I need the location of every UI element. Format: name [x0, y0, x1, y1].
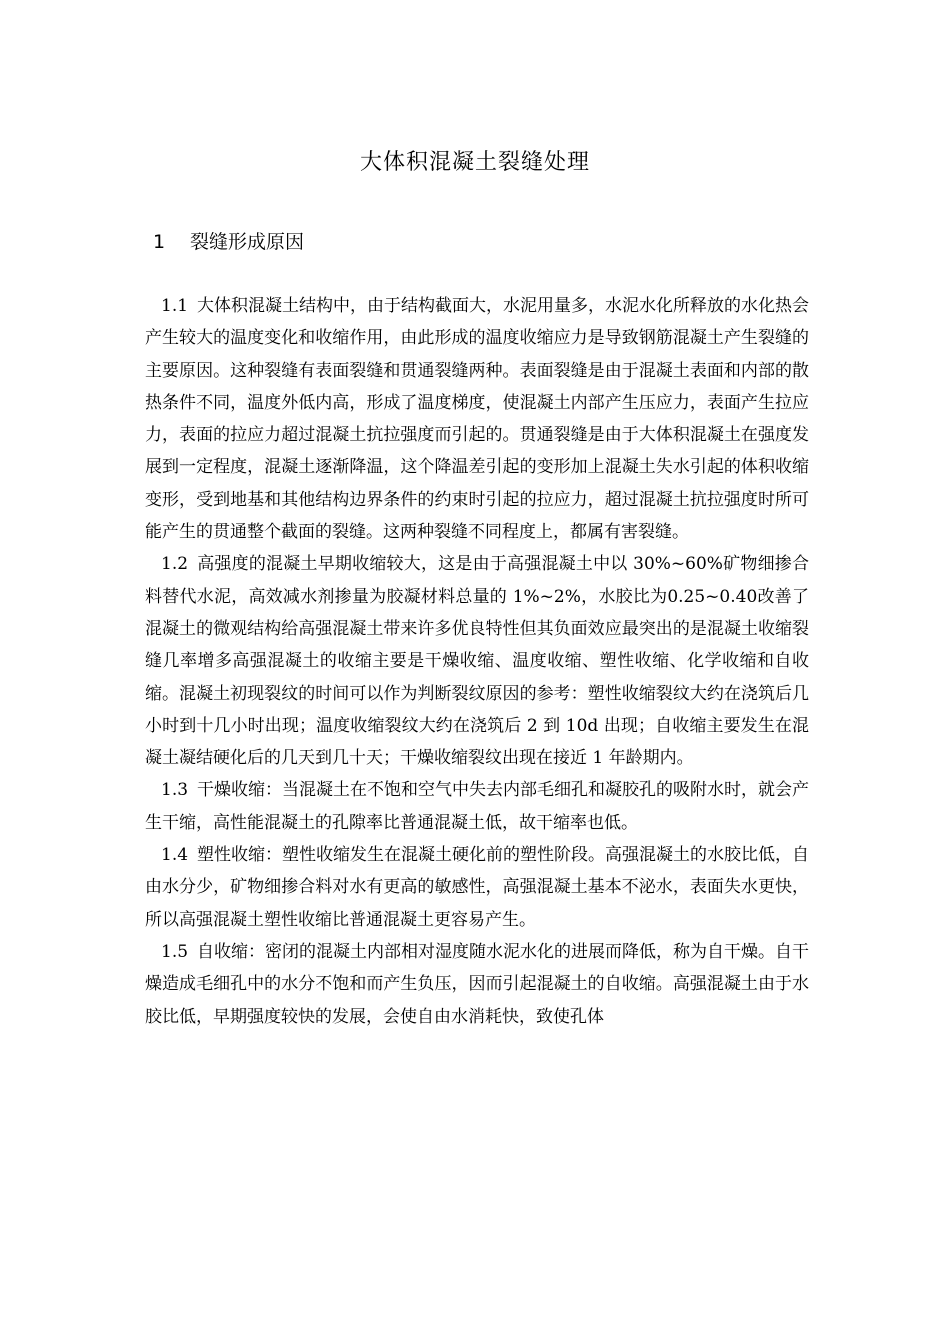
paragraph-1-5	[145, 936, 809, 1033]
document-title: 大体积混凝土裂缝处理	[359, 150, 590, 175]
paragraph-text: 大体积混凝土结构中，由于结构截面大，水泥用量多，水泥水化所释放的水化热会产生较大的温度变化和收缩作用，由此形成的温度收缩应力是导致钢筋混凝土产生裂缝的主要原因。这种裂缝有表面裂缝和贯通裂缝两种。表面裂缝是由于混凝土表面和内部的散热条件不同，温度外低内高，形成了温度梯度，使混凝土内部产生压应力，表面产生拉应力，表面的拉应力超过混凝土抗拉强度而引起的。贯通裂缝是由于大体积混凝土在强度发展到一定程度，混凝土逐渐降温，这个降温差引起的变形加上混凝土失水引起的体积收缩变形，受到地基和其他结构边界条件的约束时引起的拉应力，超过混凝土抗拉强度时所可能产生的贯通整个截面的裂缝。这两种裂缝不同程度上，都属有害裂缝。	[145, 296, 809, 543]
section-number: 1	[153, 231, 166, 253]
paragraph-number: 1.1	[161, 296, 189, 316]
paragraph-1-2	[145, 548, 809, 774]
paragraph-text: 自收缩：密闭的混凝土内部相对湿度随水泥水化的进展而降低，称为自干燥。自干燥造成毛细孔中的水分不饱和而产生负压，因而引起混凝土的自收缩。高强混凝土由于水胶比低，早期强度较快的发展，会使自由水消耗快，致使孔体	[145, 941, 809, 1027]
paragraph-number: 1.4	[161, 845, 189, 866]
section-title: 裂缝形成原因	[190, 231, 305, 253]
paragraph-number: 1.3	[161, 780, 189, 801]
document-body	[145, 290, 809, 1033]
paragraph-text: 塑性收缩：塑性收缩发生在混凝土硬化前的塑性阶段。高强混凝土的水胶比低，自由水分少，矿物细掺合料对水有更高的敏感性，高强混凝土基本不泌水，表面失水更快，所以高强混凝土塑性收缩比普通混凝土更容易产生。	[145, 845, 809, 930]
section-heading	[153, 228, 304, 256]
paragraph-number: 1.5	[161, 941, 189, 962]
paragraph-text: 高强度的混凝土早期收缩较大，这是由于高强混凝土中以 30%~60%矿物细掺合料替代水泥，高效减水剂掺量为胶凝材料总量的 1%~2%，水胶比为0.25~0.40改善了混凝土的微观结构给高强混凝土带来许多优良特性但其负面效应最突出的是混凝土收缩裂缝几率增多高强混凝土的收缩主要是干燥收缩、温度收缩、塑性收缩、化学收缩和自收缩。混凝土初现裂纹的时间可以作为判断裂纹原因的参考：塑性收缩裂纹大约在浇筑后几小时到十几小时出现；温度收缩裂纹大约在浇筑后 2 到 10d 出现；自收缩主要发生在混凝土凝结硬化后的几天到几十天；干燥收缩裂纹出现在接近 1 年龄期内。	[145, 554, 809, 769]
paragraph-1-3	[145, 774, 809, 839]
paragraph-text: 干燥收缩：当混凝土在不饱和空气中失去内部毛细孔和凝胶孔的吸附水时，就会产生干缩，高性能混凝土的孔隙率比普通混凝土低，故干缩率也低。	[145, 780, 809, 833]
paragraph-1-1	[145, 290, 809, 548]
paragraph-1-4	[145, 839, 809, 936]
paragraph-number: 1.2	[161, 554, 189, 575]
